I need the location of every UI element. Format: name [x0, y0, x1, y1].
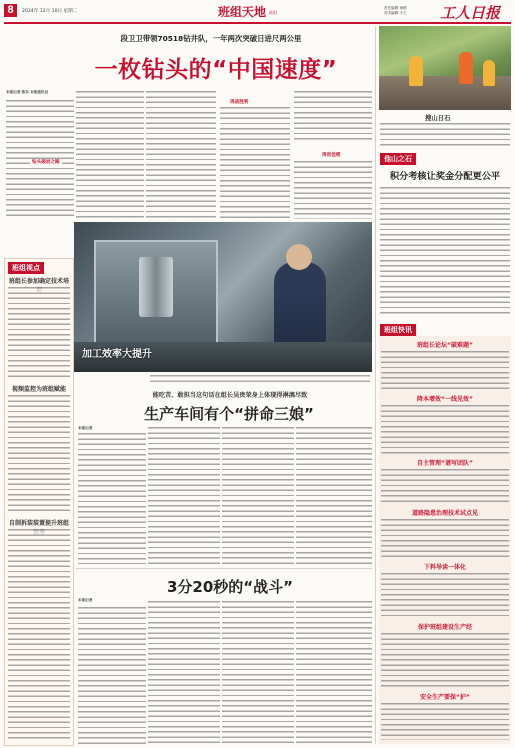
third-col-3: [222, 600, 294, 744]
lead-headline: 一枚钻头的“中国速度”: [94, 57, 338, 83]
lead-subhead-1: 钻头破岩之路: [32, 160, 60, 165]
lead-col-4: [220, 106, 290, 219]
second-col-3: [222, 426, 294, 564]
right-text-1: [380, 186, 510, 314]
box-headline-2: 视频监控为班组赋能: [11, 386, 66, 393]
brief-title-6: 保护班组建设生产经: [417, 624, 472, 631]
brief-title-2: 降本增效“一线见效”: [417, 396, 473, 403]
lead-kicker: 段卫卫带领70518钻井队，一年两次突破日进尺两公里: [120, 34, 302, 43]
worker-head: [286, 244, 312, 270]
brief-title-1: 班组长论坛“破难题”: [417, 342, 473, 349]
brief-text-5: [381, 572, 509, 618]
brief-text-4: [381, 518, 509, 558]
brief-title-3: 自主管理”谱写团队”: [417, 460, 473, 467]
second-headline: 生产车间有个“拼命三娘”: [144, 405, 314, 423]
box-text-2: [8, 394, 70, 514]
box-tag: 班组视点: [8, 262, 44, 274]
box-headline-3: 自制拆装装置提升班组: [8, 520, 69, 527]
masthead-rule: [4, 22, 511, 24]
worker-3: [483, 60, 495, 86]
editor-line-2: 美术编辑 小王: [384, 11, 407, 15]
box-headline-1: 班组长参加确定技术培: [8, 278, 69, 285]
right-photo-caption: 搜山日石: [425, 114, 451, 122]
third-col-4: [296, 600, 372, 744]
brief-title-5: 下料导读一体化: [423, 564, 466, 571]
brief-title-7: 安全生产要保“护”: [420, 694, 470, 701]
lead-photo-credit: [150, 374, 370, 385]
second-byline: 本报记者: [78, 426, 93, 430]
second-col-1: [78, 432, 146, 564]
third-col-2: [148, 600, 220, 744]
brief-title-4: 道路隐患治理技术试点见: [411, 510, 478, 517]
second-third-rule: [76, 568, 372, 569]
second-col-2: [148, 426, 220, 564]
third-headline: 3分20秒的“战斗”: [166, 578, 294, 596]
third-byline: 本报记者: [78, 598, 93, 602]
right-tag-2: 班组快讯: [380, 324, 416, 336]
second-col-4: [296, 426, 372, 564]
lead-subhead-2: 再战胜利: [230, 100, 249, 105]
lead-col-2: [76, 90, 144, 219]
lead-col-5: [294, 90, 372, 140]
lead-col-6: [294, 160, 372, 219]
right-photo: [379, 26, 511, 110]
lead-col-3: [146, 90, 216, 219]
right-headline-1: 积分考核让奖金分配更公平: [389, 171, 501, 182]
briefs-panel: [379, 336, 511, 744]
section-sub: 班组: [269, 10, 277, 15]
second-kicker: 能吃苦、敢担当这句话在组长吴贵荣身上体现得淋漓尽致: [152, 392, 308, 399]
machine-spindle: [139, 257, 173, 317]
right-photo-text: [380, 122, 510, 148]
brief-text-1: [381, 350, 509, 390]
editor-line-1: 责任编辑 徐路: [384, 6, 407, 10]
page-number-box: [4, 4, 17, 17]
brief-text-6: [381, 632, 509, 688]
third-col-1: [78, 606, 146, 744]
col-divider-right: [375, 26, 376, 744]
brief-text-7: [381, 702, 509, 740]
section-name: 班组天地: [218, 5, 267, 19]
worker-1: [409, 56, 423, 86]
lead-subhead-3: 再创佳绩: [322, 153, 341, 158]
brief-text-2: [381, 404, 509, 454]
box-text-3: [8, 528, 70, 740]
box-text-1: [8, 286, 70, 381]
lead-photo-caption: 加工效率大提升: [82, 349, 152, 360]
right-tag-1: 他山之石: [380, 153, 416, 165]
lead-byline: 本报记者 陈东 本报通讯员: [6, 90, 49, 94]
worker-2: [459, 52, 473, 84]
page-number: 8: [7, 4, 14, 16]
paper-logo: 工人日报: [440, 4, 501, 22]
date-line: 2024年 12月 10日 星期二: [22, 9, 78, 14]
brief-text-3: [381, 468, 509, 504]
